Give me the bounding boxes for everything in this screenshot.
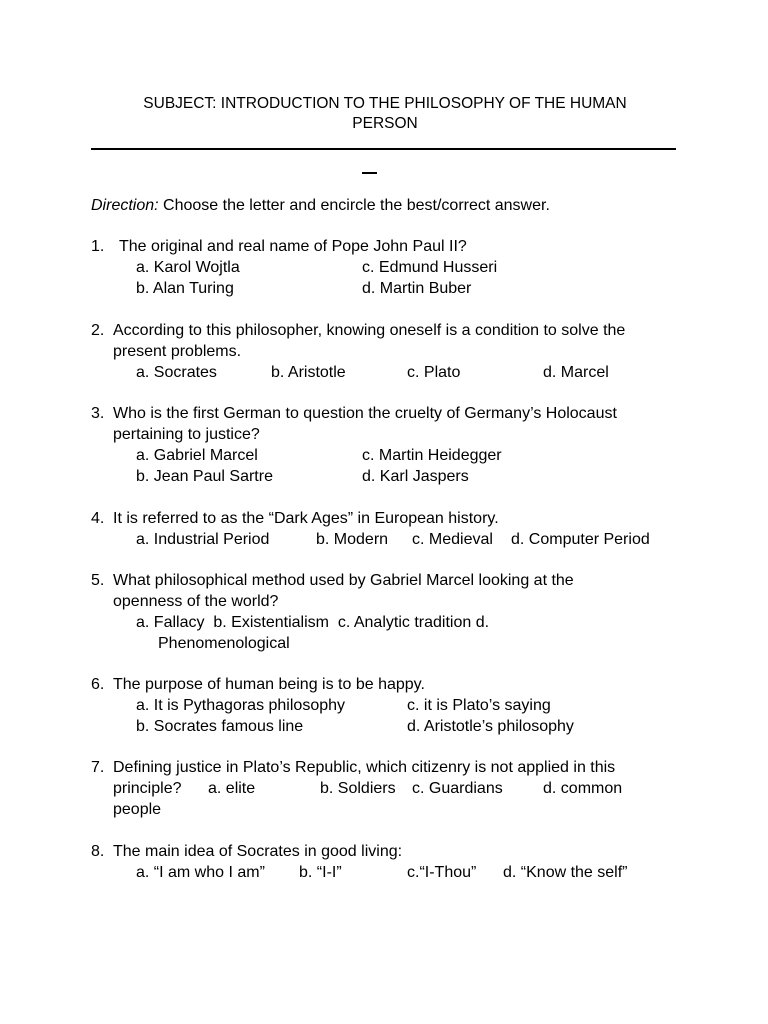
question-text: The main idea of Socrates in good living: — [113, 843, 403, 860]
question-number: 8. — [91, 843, 105, 860]
choice-c: c. Guardians — [412, 780, 503, 797]
choice-d: d. Martin Buber — [362, 280, 472, 297]
question-text: The purpose of human being is to be happy. — [113, 676, 425, 693]
choice-a: a. Industrial Period — [136, 531, 270, 548]
choice-a: a. “I am who I am” — [136, 864, 265, 881]
question-text: The original and real name of Pope John Paul II? — [119, 238, 467, 255]
choice-d: d. common — [543, 780, 623, 797]
header-underline-overflow — [362, 172, 377, 174]
choice-b: b. Jean Paul Sartre — [136, 468, 273, 485]
choices-line-1: a. Fallacy b. Existentialism c. Analytic tradition d. — [136, 614, 490, 631]
question-number: 7. — [91, 759, 105, 776]
question-number: 5. — [91, 572, 105, 589]
choice-b: b. Soldiers — [320, 780, 396, 797]
choice-b: b. Socrates famous line — [136, 718, 304, 735]
subject-line-1: SUBJECT: INTRODUCTION TO THE PHILOSOPHY OF THE HUMAN — [143, 95, 627, 112]
question-text: It is referred to as the “Dark Ages” in European history. — [113, 510, 499, 527]
question-text-line-1: Defining justice in Plato’s Republic, which citizenry is not applied in this — [113, 759, 616, 776]
choice-c: c. Edmund Husseri — [362, 259, 498, 276]
choice-d: d. Marcel — [543, 364, 609, 381]
question-text-line-1: Who is the first German to question the cruelty of Germany’s Holocaust — [113, 405, 617, 422]
choice-a: a. Socrates — [136, 364, 217, 381]
question-text-line-2: principle? — [113, 780, 182, 797]
header-underline — [91, 148, 676, 150]
choice-d: d. Karl Jaspers — [362, 468, 469, 485]
choice-b: b. Modern — [316, 531, 389, 548]
choice-c: c. it is Plato’s saying — [407, 697, 551, 714]
choice-d: d. Computer Period — [511, 531, 650, 548]
direction-text: Choose the letter and encircle the best/correct answer. — [158, 197, 550, 214]
choice-a: a. It is Pythagoras philosophy — [136, 697, 346, 714]
question-number: 6. — [91, 676, 105, 693]
choice-c: c. Martin Heidegger — [362, 447, 502, 464]
subject-heading — [100, 94, 670, 134]
choice-d: d. Aristotle’s philosophy — [407, 718, 574, 735]
question-text-line-1: According to this philosopher, knowing oneself is a condition to solve the — [113, 322, 626, 339]
question-number: 3. — [91, 405, 105, 422]
choice-c: c.“I-Thou” — [407, 864, 477, 881]
choice-b: b. Aristotle — [271, 364, 346, 381]
choice-c: c. Medieval — [412, 531, 493, 548]
question-number: 1. — [91, 238, 105, 255]
choice-b: b. “I-I” — [299, 864, 342, 881]
question-number: 4. — [91, 510, 105, 527]
choice-c: c. Plato — [407, 364, 461, 381]
question-text-line-1: What philosophical method used by Gabriel Marcel looking at the — [113, 572, 574, 589]
question-text-line-2: openness of the world? — [113, 593, 279, 610]
subject-line-2: PERSON — [352, 115, 418, 132]
question-text-line-2: present problems. — [113, 343, 242, 360]
direction-line — [91, 196, 550, 216]
direction-label: Direction: — [91, 197, 159, 214]
choice-a: a. Karol Wojtla — [136, 259, 240, 276]
choices-line-2: Phenomenological — [158, 635, 290, 652]
choice-a: a. Gabriel Marcel — [136, 447, 258, 464]
choice-b: b. Alan Turing — [136, 280, 234, 297]
question-number: 2. — [91, 322, 105, 339]
question-text-line-3: people — [113, 801, 162, 818]
choice-a: a. elite — [208, 780, 256, 797]
question-text-line-2: pertaining to justice? — [113, 426, 260, 443]
choice-d: d. “Know the self” — [503, 864, 628, 881]
